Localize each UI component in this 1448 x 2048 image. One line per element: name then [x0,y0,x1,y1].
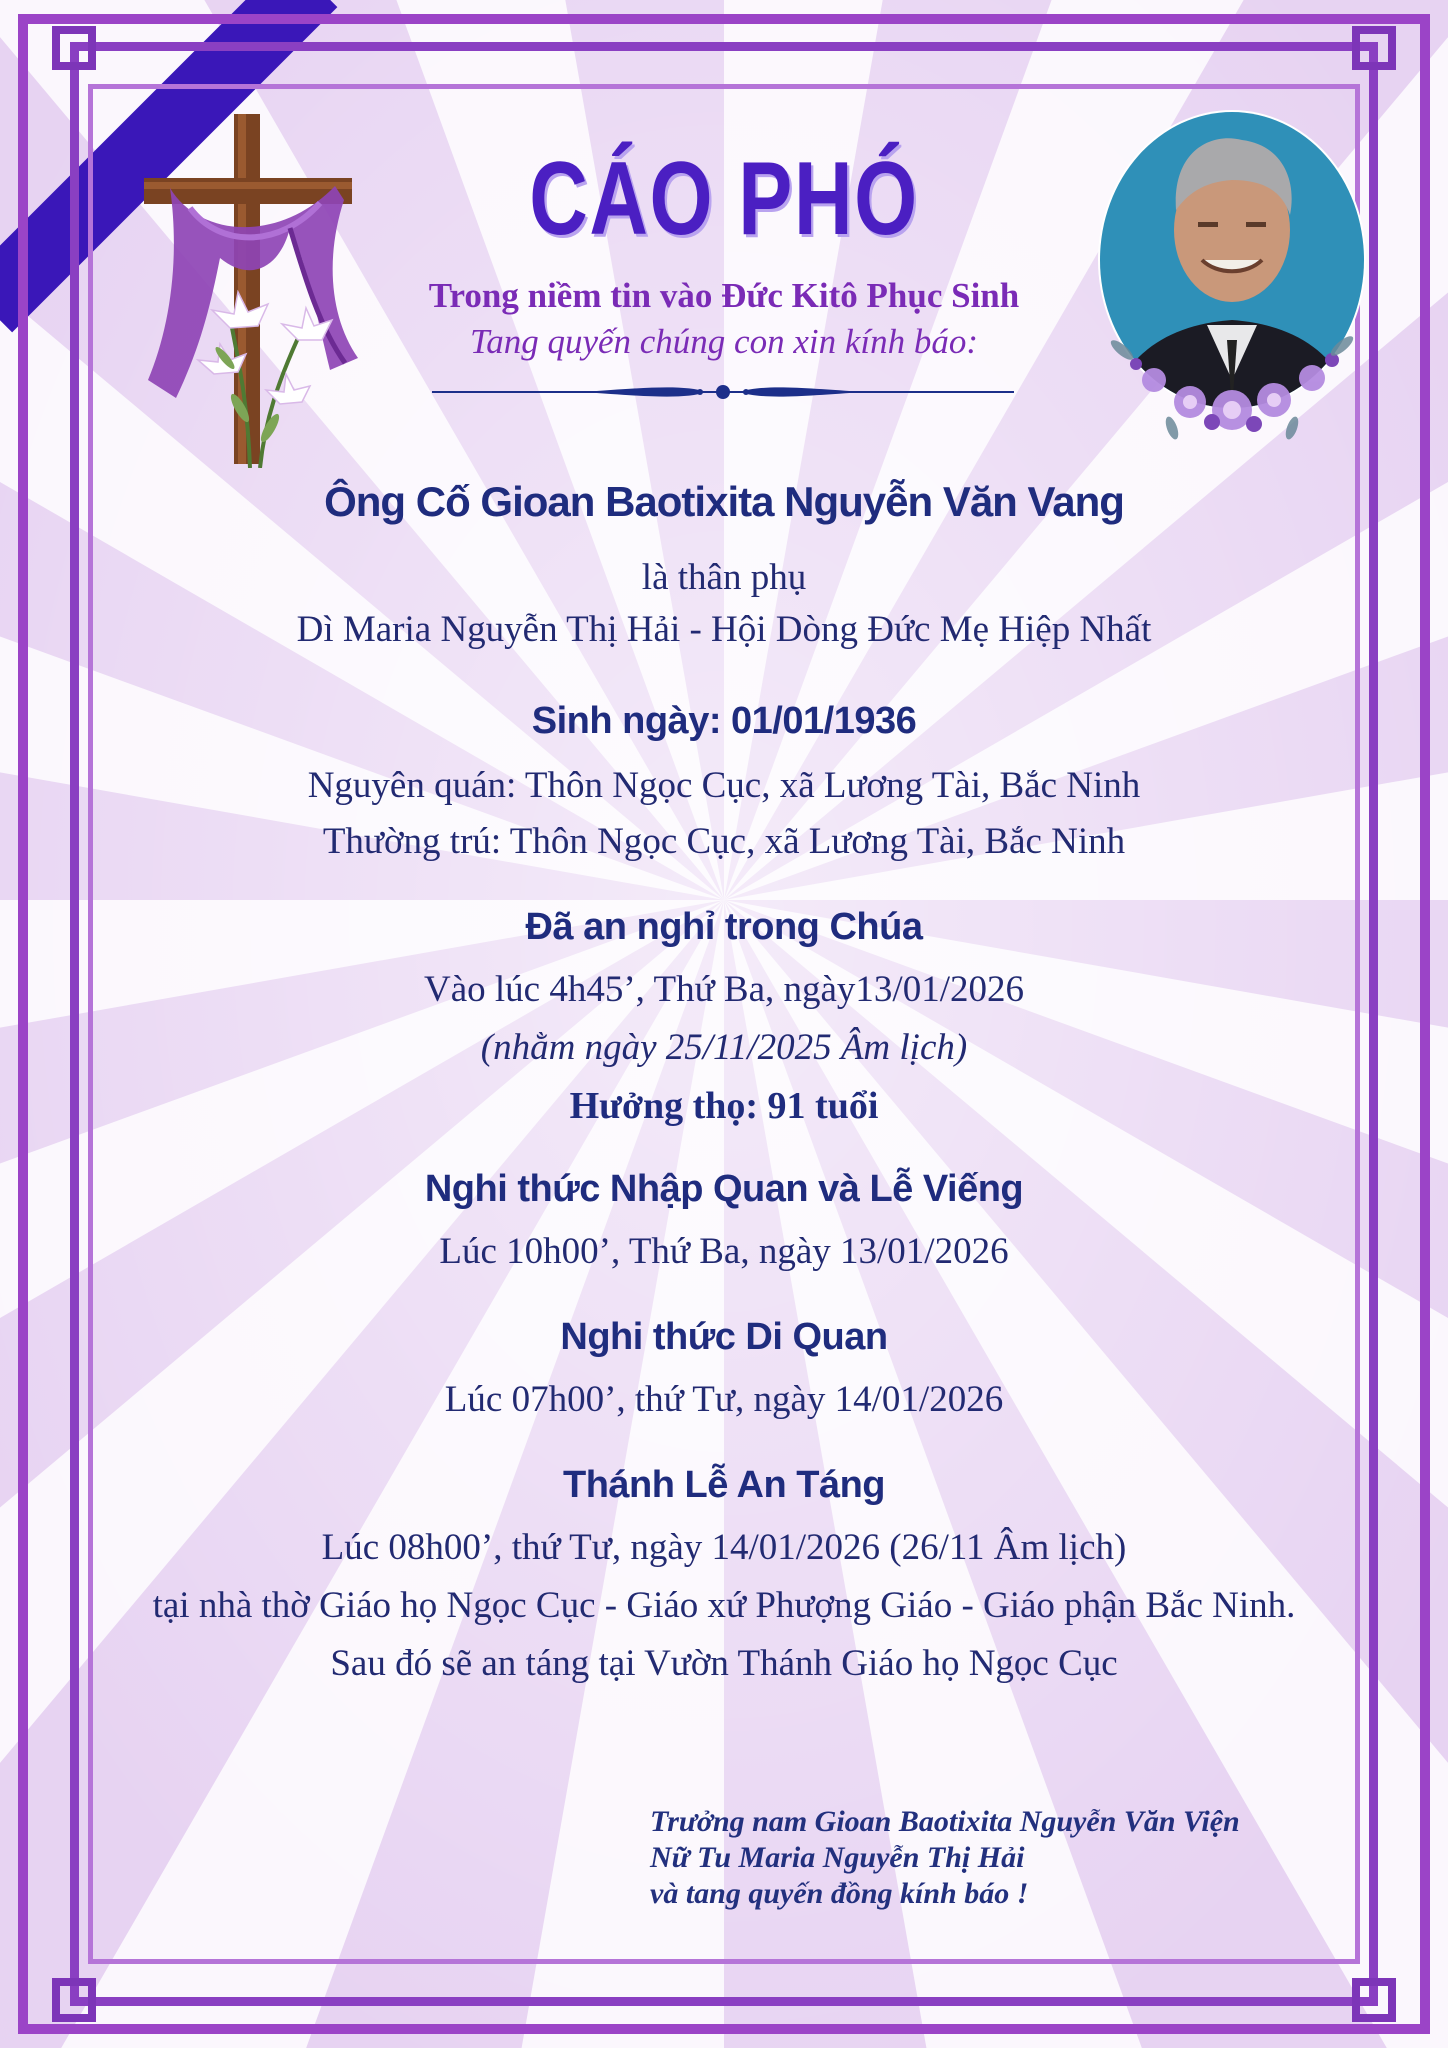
death-time: Vào lúc 4h45’, Thứ Ba, ngày13/01/2026 [424,969,1024,1010]
frame-corner-bl [52,1978,96,2022]
birth-origin: Nguyên quán: Thôn Ngọc Cục, xã Lương Tài, Bắc Ninh [307,765,1141,806]
page-title: CÁO PHÓ [529,141,919,257]
encoffin-heading: Nghi thức Nhập Quan và Lễ Viếng [424,1168,1024,1210]
birth-residence: Thường trú: Thôn Ngọc Cục, xã Lương Tài, Bắc Ninh [322,821,1126,862]
procession-heading: Nghi thức Di Quan [560,1316,888,1358]
death-lunar-date: (nhằm ngày 25/11/2025 Âm lịch) [480,1027,968,1068]
deceased-name: Ông Cố Gioan Baotixita Nguyễn Văn Vang [324,478,1124,525]
frame-corner-tl [52,26,96,70]
funeral-mass-time: Lúc 08h00’, thứ Tư, ngày 14/01/2026 (26/11 Âm lịch) [321,1527,1127,1568]
relation-label: là thân phụ [641,557,807,598]
procession-time: Lúc 07h00’, thứ Tư, ngày 14/01/2026 [444,1379,1004,1420]
closing-line: và tang quyến đồng kính báo ! [650,1877,1029,1910]
lily-icon [198,292,332,468]
burial-place: Sau đó sẽ an táng tại Vườn Thánh Giáo họ Ngọc Cục [330,1643,1118,1684]
funeral-mass-heading: Thánh Lễ An Táng [562,1464,885,1506]
subtitle-announcement: Tang quyến chúng con xin kính báo: [469,322,979,361]
ornamental-divider [432,380,1014,404]
closing-line: Nữ Tu Maria Nguyễn Thị Hải [650,1841,1025,1874]
funeral-mass-place: tại nhà thờ Giáo họ Ngọc Cục - Giáo xứ Phượng Giáo - Giáo phận Bắc Ninh. [152,1585,1296,1626]
relation-person: Dì Maria Nguyễn Thị Hải - Hội Dòng Đức Mẹ Hiệp Nhất [296,609,1152,650]
frame-corner-tr [1352,26,1396,70]
birth-heading: Sinh ngày: 01/01/1936 [531,700,917,742]
subtitle-faith: Trong niềm tin vào Đức Kitô Phục Sinh [428,276,1020,315]
frame-corner-br [1352,1978,1396,2022]
encoffin-time: Lúc 10h00’, Thứ Ba, ngày 13/01/2026 [439,1231,1009,1272]
death-age: Hưởng thọ: 91 tuổi [569,1085,879,1127]
death-heading: Đã an nghỉ trong Chúa [525,906,923,948]
closing-signature [650,1804,1240,1912]
closing-line: Trưởng nam Gioan Baotixita Nguyễn Văn Viện [650,1805,1240,1838]
